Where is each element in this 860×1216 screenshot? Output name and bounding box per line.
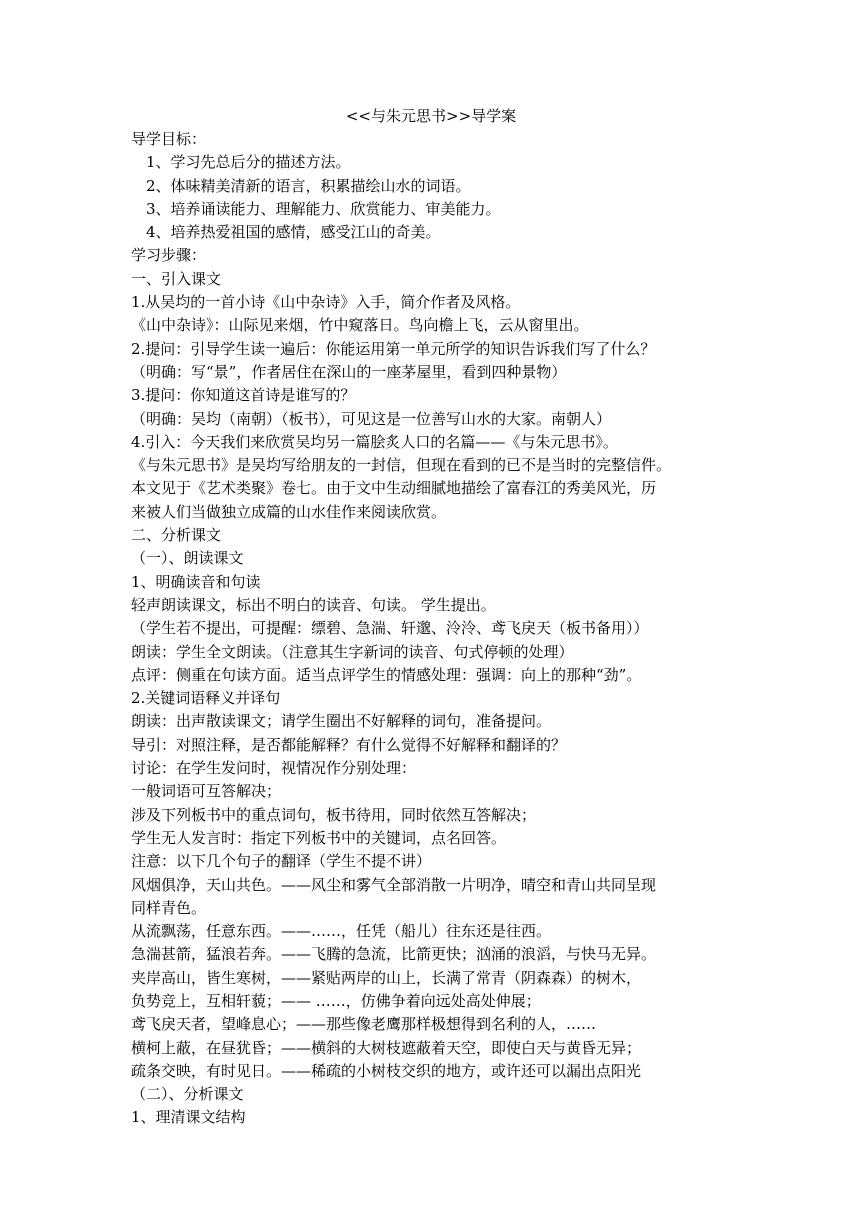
text-line: 朗读：出声散读课文；请学生圈出不好解释的词句，准备提问。 (131, 712, 552, 731)
text-line: 1.从吴均的一首小诗《山中杂诗》入手，简介作者及风格。 (131, 293, 521, 312)
text-line: 点评：侧重在句读方面。适当点评学生的情感处理：强调：向上的那种“劲”。 (131, 665, 642, 684)
text-line: 横柯上蔽，在昼犹昏；——横斜的大树枝遮蔽着天空，即使白天与黄昏无异； (131, 1038, 642, 1057)
text-line: 1、明确读音和句读 (131, 572, 261, 591)
text-line: 从流飘荡，任意东西。——……，任凭（船儿）往东还是往西。 (131, 922, 552, 941)
document-page (131, 104, 731, 1130)
text-line: 4.引入：今天我们来欣赏吴均另一篇脍炙人口的名篇——《与朱元思书》。 (131, 432, 618, 451)
text-line: 学生无人发言时：指定下列板书中的关键词，点名回答。 (131, 828, 507, 847)
text-line: （学生若不提出，可提醒：缥碧、急湍、轩邈、泠泠、鸢飞戾天（板书备用）） (131, 619, 649, 638)
section-heading: 二、分析课文 (131, 526, 222, 545)
text-line: 同样青色。 (131, 898, 207, 917)
text-line: 3、培养诵读能力、理解能力、欣赏能力、审美能力。 (146, 199, 501, 218)
text-line: 1、学习先总后分的描述方法。 (146, 153, 351, 172)
text-line: 注意：以下几个句子的翻译（学生不提不讲） (131, 852, 432, 871)
text-line: 轻声朗读课文，标出不明白的读音、句读。 学生提出。 (131, 595, 496, 614)
text-line: 涉及下列板书中的重点词句，板书待用，同时依然互答解决； (131, 805, 537, 824)
text-line: 2.关键词语释义并译句 (131, 689, 281, 708)
text-line: 2.提问：引导学生读一遍后：你能运用第一单元所学的知识告诉我们写了什么？ (131, 339, 656, 358)
text-line: 风烟俱净，天山共色。——风尘和雾气全部消散一片明净，晴空和青山共同呈现 (131, 875, 657, 894)
document-title: <<与朱元思书>>导学案 (345, 107, 517, 125)
text-line: 夹岸高山，皆生寒树，——紧贴两岸的山上，长满了常青（阴森森）的树木， (131, 968, 642, 987)
text-line: 急湍甚箭，猛浪若奔。——飞腾的急流，比箭更快；汹涌的浪滔，与快马无异。 (131, 945, 657, 964)
text-line: 疏条交映，有时见日。——稀疏的小树枝交织的地方，或许还可以漏出点阳光 (131, 1061, 642, 1080)
text-line: （明确：吴均（南朝）（板书），可见这是一位善写山水的大家。南朝人） (131, 409, 612, 428)
text-line: 导学目标： (131, 130, 207, 148)
text-line: 讨论：在学生发问时，视情况作分别处理： (131, 759, 417, 778)
section-heading: 一、引入课文 (131, 269, 222, 288)
text-line: 《与朱元思书》是吴均写给朋友的一封信，但现在看到的已不是当时的完整信件。 (131, 456, 672, 475)
text-line: 负势竞上，互相轩藐；—— ……，仿佛争着向远处高处伸展； (131, 991, 541, 1010)
text-line: 4、培养热爱祖国的感情，感受江山的奇美。 (146, 223, 441, 242)
text-line: 导引：对照注释，是否都能解释？有什么觉得不好解释和翻译的？ (131, 735, 567, 754)
subsection-heading: （二）、分析课文 (131, 1085, 244, 1104)
text-line: 本文见于《艺术类聚》卷七。由于文中生动细腻地描绘了富春江的秀美风光，历 (131, 479, 657, 498)
text-line: 一般词语可互答解决； (131, 782, 282, 801)
text-line: 《山中杂诗》：山际见来烟，竹中窥落日。鸟向檐上飞，云从窗里出。 (131, 316, 589, 335)
subsection-heading: （一）、朗读课文 (131, 549, 244, 568)
text-line: 朗读：学生全文朗读。（注意其生字新词的读音、句式停顿的处理） (131, 642, 574, 661)
text-line: （明确：写“景”，作者居住在深山的一座茅屋里，看到四种景物） (131, 362, 567, 381)
text-line: 3.提问：你知道这首诗是谁写的？ (131, 386, 356, 405)
text-line: 2、体味精美清新的语言，积累描绘山水的词语。 (146, 176, 471, 195)
text-line: 学习步骤： (131, 246, 207, 265)
text-line: 鸢飞戾天者，望峰息心；——那些像老鹰那样极想得到名利的人，…… (131, 1015, 597, 1034)
text-line: 来被人们当做独立成篇的山水佳作来阅读欣赏。 (131, 502, 447, 521)
text-line: 1、理清课文结构 (131, 1108, 246, 1127)
